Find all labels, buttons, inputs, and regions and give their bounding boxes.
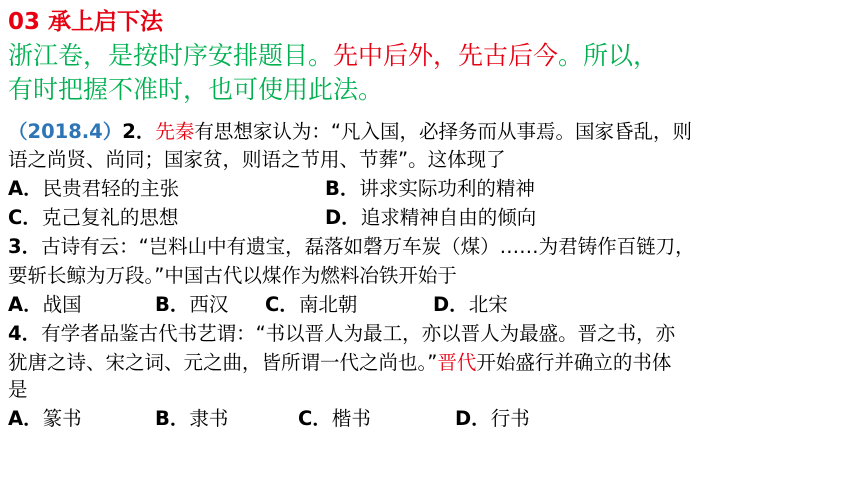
- option-text: 南北朝: [298, 293, 358, 316]
- q3-option-a: [8, 293, 82, 317]
- option-text: 克己复礼的思想: [41, 206, 179, 229]
- q4-option-d: [455, 407, 530, 431]
- section-number: 03: [8, 9, 41, 35]
- q3-option-c: [265, 293, 357, 317]
- q4-stem-2b: 开始盛行并确立的书体: [476, 351, 672, 374]
- q2-source: （2018.4）: [8, 120, 123, 143]
- option-text: 行书: [490, 407, 530, 430]
- q4-stem-1: 有学者品鉴古代书艺谓：“书以晋人为最工，亦以晋人为最盛。晋之书，亦: [41, 322, 676, 345]
- option-letter: C．: [265, 293, 299, 316]
- q4-number: 4．: [8, 322, 42, 345]
- option-letter: B．: [155, 293, 190, 316]
- option-letter: C．: [8, 206, 42, 229]
- q3-option-b-answer: [155, 293, 228, 317]
- q4-stem-line-1: [8, 322, 675, 346]
- q2-option-d: [325, 206, 536, 230]
- option-text: 西汉: [189, 293, 229, 316]
- q4-option-b: [155, 407, 228, 431]
- option-text: 北宋: [468, 293, 508, 316]
- q2-stem-1: 有思想家认为：“凡入国，必择务而从事焉。国家昏乱，则: [194, 120, 692, 143]
- option-text: 篆书: [42, 407, 82, 430]
- tip-line-2: 有时把握不准时，也可使用此法。: [8, 75, 384, 104]
- option-text: 隶书: [189, 407, 229, 430]
- q2-stem-line-2: 语之尚贤、尚同；国家贫，则语之节用、节葬”。这体现了: [8, 148, 506, 171]
- option-letter: A．: [8, 293, 43, 316]
- option-text: 追求精神自由的倾向: [360, 206, 537, 229]
- q3-stem-line-2: 要斩长鲸为万段。”中国古代以煤作为燃料冶铁开始于: [8, 264, 457, 287]
- tip-text-a: 浙江卷，是按时序安排题目。: [8, 41, 334, 70]
- q3-option-d: [433, 293, 508, 317]
- option-letter: A．: [8, 407, 43, 430]
- q2-option-c: [8, 206, 178, 230]
- q4-option-a: [8, 407, 82, 431]
- option-letter: A．: [8, 177, 43, 200]
- option-letter: C．: [298, 407, 332, 430]
- q3-stem-1: 古诗有云：“岂料山中有遗宝，磊落如磬万车炭（煤）……为君铸作百链刀，: [41, 235, 695, 258]
- section-title-text: 承上启下法: [48, 9, 164, 35]
- section-title: [8, 8, 163, 36]
- option-text: 讲求实际功利的精神: [359, 177, 535, 200]
- q2-keyword: 先秦: [155, 120, 195, 143]
- tip-highlight: 先中后外，先古后今: [333, 41, 559, 70]
- q4-keyword: 晋代: [437, 351, 477, 374]
- option-letter: D．: [455, 407, 491, 430]
- q3-stem-line-1: [8, 235, 695, 259]
- tip-text-c: 。所以，: [558, 41, 659, 70]
- option-text: 楷书: [331, 407, 371, 430]
- q4-stem-2a: 犹唐之诗、宋之词、元之曲，皆所谓一代之尚也。”: [8, 351, 438, 374]
- q4-option-c: [298, 407, 371, 431]
- option-letter: D．: [325, 206, 361, 229]
- q4-stem-line-3: 是: [8, 378, 28, 401]
- q2-option-a: [8, 177, 179, 201]
- option-text: 民贵君轻的主张: [42, 177, 180, 200]
- q3-number: 3．: [8, 235, 42, 258]
- option-text: 战国: [42, 293, 82, 316]
- tip-line-1: [8, 41, 658, 71]
- q2-stem-line-1: [8, 120, 692, 144]
- q2-option-b: [325, 177, 535, 201]
- option-letter: B．: [155, 407, 190, 430]
- q4-stem-line-2: [8, 351, 671, 375]
- q2-number: 2．: [122, 120, 156, 143]
- option-letter: B．: [325, 177, 360, 200]
- option-letter: D．: [433, 293, 469, 316]
